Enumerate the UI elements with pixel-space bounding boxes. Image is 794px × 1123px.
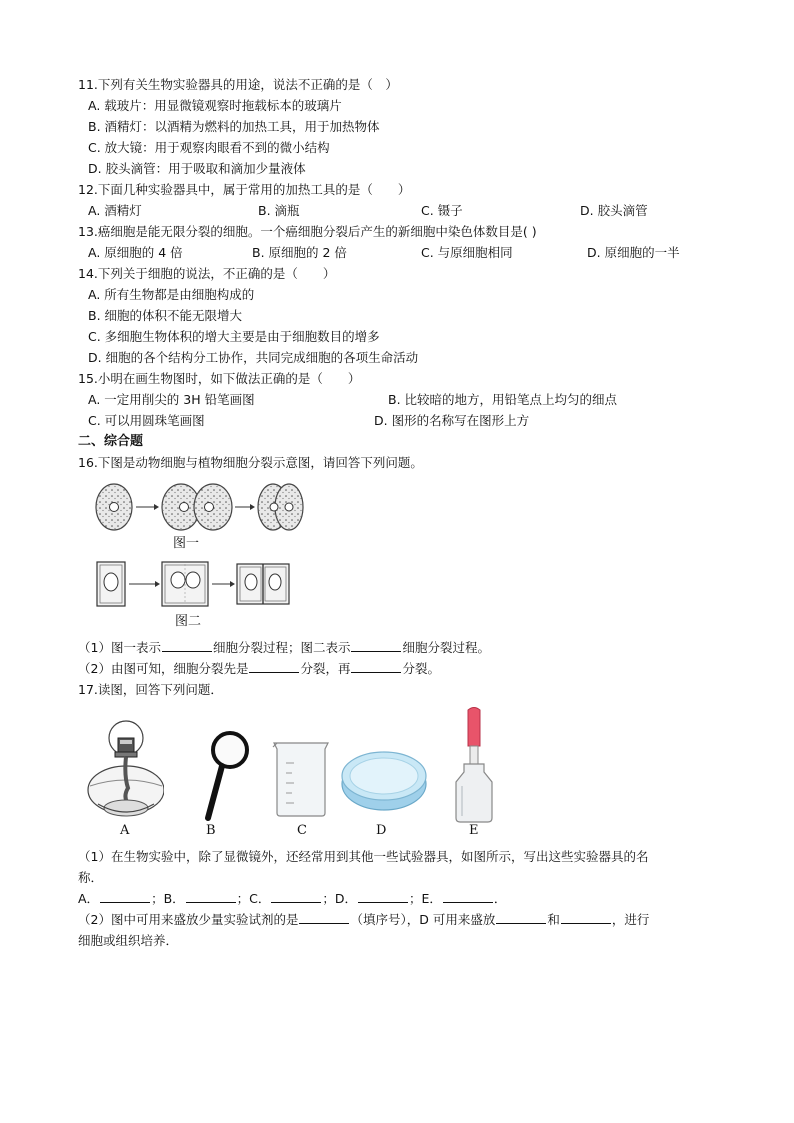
q14-option-d[interactable]: D. 细胞的各个结构分工协作，共同完成细胞的各项生命活动	[88, 350, 419, 365]
answer-blank[interactable]	[186, 890, 236, 903]
q17-part-2-text-a: （2）图中可用来盛放少量实验试剂的是	[78, 912, 299, 927]
q12-option-c[interactable]: C. 镊子	[421, 203, 463, 218]
label-d: D	[376, 823, 387, 838]
answer-blank[interactable]	[100, 890, 150, 903]
q13-stem: 13.癌细胞是能无限分裂的细胞。一个癌细胞分裂后产生的新细胞中染色体数目是( )	[78, 224, 537, 239]
plant-cell-division-figure	[94, 560, 294, 610]
q13-option-b[interactable]: B. 原细胞的 2 倍	[252, 245, 347, 260]
q15-option-d[interactable]: D. 图形的名称写在图形上方	[374, 413, 530, 428]
beaker-image	[270, 741, 332, 817]
plant-cell-stage-3	[237, 564, 289, 604]
q14-stem: 14.下列关于细胞的说法，不正确的是（ ）	[78, 266, 336, 281]
answer-blank[interactable]	[358, 890, 408, 903]
label-c: C	[297, 823, 307, 838]
q15-option-b[interactable]: B. 比较暗的地方，用铅笔点上均匀的细点	[388, 392, 618, 407]
q11-option-c[interactable]: C. 放大镜：用于观察肉眼看不到的微小结构	[88, 140, 330, 155]
q17-part-2-text-c: 和	[547, 912, 560, 927]
q16-part-1-text-b: 细胞分裂过程；图二表示	[212, 640, 351, 655]
q11-option-a[interactable]: A. 载玻片：用显微镜观察时拖载标本的玻璃片	[88, 98, 342, 113]
answer-blank[interactable]	[299, 911, 349, 924]
q16-part-2	[78, 660, 440, 678]
animal-cell-stage-1	[96, 484, 132, 530]
fill-b-label: ；B．	[151, 891, 185, 906]
answer-blank[interactable]	[496, 911, 546, 924]
q11-option-d[interactable]: D. 胶头滴管：用于吸取和滴加少量液体	[88, 161, 306, 176]
q14-option-a[interactable]: A. 所有生物都是由细胞构成的	[88, 287, 255, 302]
petri-dish-image	[338, 744, 430, 814]
animal-cell-stage-3	[258, 484, 303, 530]
fill-d-label: ；D．	[322, 891, 358, 906]
answer-blank[interactable]	[271, 890, 321, 903]
q11-stem: 11.下列有关生物实验器具的用途，说法不正确的是（ ）	[78, 77, 398, 92]
q17-part-2-text-b: （填序号），D 可用来盛放	[350, 912, 496, 927]
q12-option-b[interactable]: B. 滴瓶	[258, 203, 300, 218]
q15-option-a[interactable]: A. 一定用削尖的 3H 铅笔画图	[88, 392, 255, 407]
answer-blank[interactable]	[249, 660, 299, 673]
fill-e-label: ；E．	[409, 891, 442, 906]
magnifier-image	[198, 730, 252, 822]
q11-option-b[interactable]: B. 酒精灯：以酒精为燃料的加热工具，用于加热物体	[88, 119, 380, 134]
animal-cell-division-figure	[92, 482, 304, 532]
q12-option-d[interactable]: D. 胶头滴管	[580, 203, 648, 218]
q16-part-2-text-c: 分裂。	[402, 661, 440, 676]
q16-part-1-text-c: 细胞分裂过程。	[402, 640, 490, 655]
label-b: B	[206, 823, 216, 838]
label-a: A	[120, 823, 130, 838]
answer-blank[interactable]	[351, 639, 401, 652]
q17-part-2-line-2: 细胞或组织培养．	[78, 933, 179, 948]
q17-fill-line	[78, 890, 506, 908]
q16-part-2-text-a: （2）由图可知，细胞分裂先是	[78, 661, 249, 676]
section-title: 二、综合题	[78, 434, 144, 449]
q12-option-a[interactable]: A. 酒精灯	[88, 203, 142, 218]
q16-part-1-text-a: （1）图一表示	[78, 640, 161, 655]
answer-blank[interactable]	[351, 660, 401, 673]
figure-2-caption: 图二	[174, 614, 201, 629]
q17-part-1-line-1: （1）在生物实验中，除了显微镜外，还经常用到其他一些试验器具，如图所示，写出这些实验器具的名	[78, 849, 649, 864]
answer-blank[interactable]	[561, 911, 611, 924]
fill-a-label: A．	[78, 891, 100, 906]
animal-cell-stage-2	[162, 484, 232, 530]
q13-option-c[interactable]: C. 与原细胞相同	[421, 245, 513, 260]
fill-end: ．	[493, 891, 507, 906]
figure-1-caption: 图一	[172, 536, 199, 551]
q13-option-a[interactable]: A. 原细胞的 4 倍	[88, 245, 183, 260]
q15-option-c[interactable]: C. 可以用圆珠笔画图	[88, 413, 205, 428]
q12-stem: 12.下面几种实验器具中，属于常用的加热工具的是（ ）	[78, 182, 411, 197]
q17-stem: 17.读图，回答下列问题．	[78, 682, 223, 697]
q17-part-2-text-d: ，进行	[611, 912, 650, 927]
alcohol-lamp-image	[84, 716, 164, 822]
q14-option-c[interactable]: C. 多细胞生物体积的增大主要是由于细胞数目的增多	[88, 329, 380, 344]
answer-blank[interactable]	[162, 639, 212, 652]
q13-option-d[interactable]: D. 原细胞的一半	[587, 245, 680, 260]
q16-part-1	[78, 639, 490, 657]
plant-cell-stage-1	[97, 562, 125, 606]
q16-part-2-text-b: 分裂，再	[300, 661, 351, 676]
label-e: E	[469, 823, 479, 838]
q16-stem: 16.下图是动物细胞与植物细胞分裂示意图，请回答下列问题。	[78, 455, 423, 470]
dropper-bottle-image	[448, 706, 500, 824]
q15-stem: 15.小明在画生物图时，如下做法正确的是（ ）	[78, 371, 361, 386]
q17-part-2-line-1	[78, 911, 649, 929]
fill-c-label: ；C．	[236, 891, 271, 906]
q17-part-1-line-2: 称．	[78, 870, 104, 885]
answer-blank[interactable]	[443, 890, 493, 903]
plant-cell-stage-2	[162, 562, 208, 606]
q14-option-b[interactable]: B. 细胞的体积不能无限增大	[88, 308, 243, 323]
